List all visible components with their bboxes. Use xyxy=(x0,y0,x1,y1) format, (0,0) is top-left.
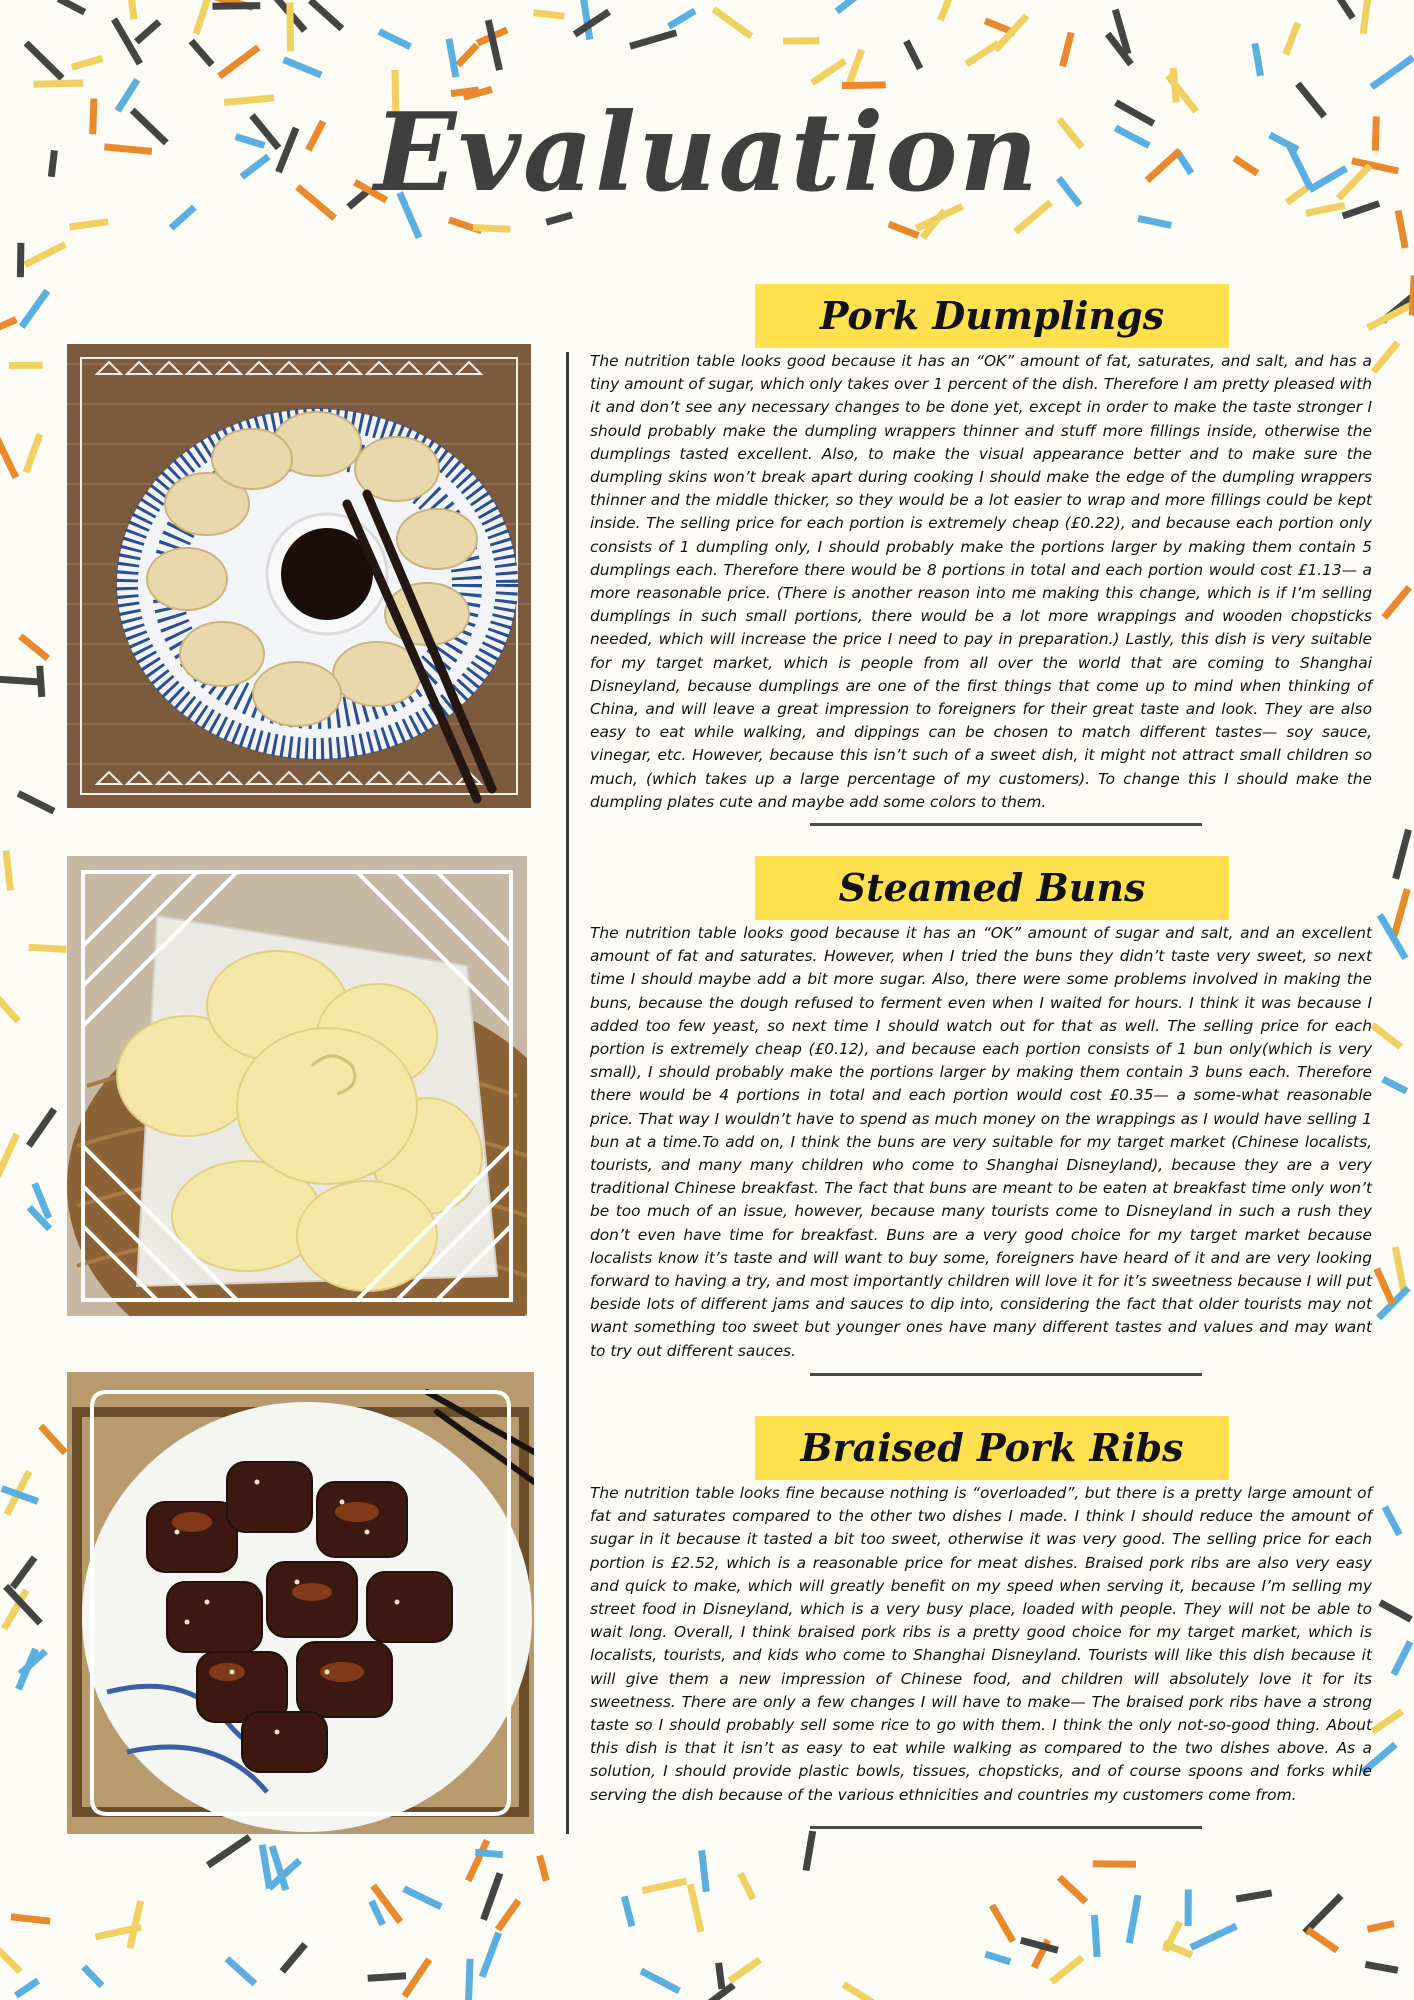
confetti-dash xyxy=(1286,23,1298,55)
confetti-dash xyxy=(546,215,572,222)
confetti-dash xyxy=(844,1984,878,2000)
confetti-dash xyxy=(16,1981,38,1996)
confetti-dash xyxy=(136,22,159,42)
confetti-dash xyxy=(284,60,322,75)
confetti-dash xyxy=(18,793,54,811)
pork-dumplings-heading: Pork Dumplings xyxy=(819,293,1165,338)
confetti-dash xyxy=(34,83,84,84)
confetti-dash xyxy=(26,43,62,78)
confetti-dash xyxy=(730,1960,760,1981)
confetti-dash xyxy=(995,16,1026,50)
confetti-dash xyxy=(1305,1896,1341,1933)
confetti-dash xyxy=(1063,33,1072,67)
confetti-dash xyxy=(473,228,510,230)
confetti-dash xyxy=(713,9,751,36)
confetti-dash xyxy=(1377,1269,1393,1304)
confetti-dash xyxy=(740,1874,753,1899)
confetti-dash xyxy=(484,1873,501,1919)
confetti-dash xyxy=(1052,1958,1083,1983)
confetti-dash xyxy=(540,1856,547,1881)
confetti-dash xyxy=(0,996,18,1021)
confetti-dash xyxy=(624,1896,632,1926)
confetti-dash xyxy=(1396,830,1409,879)
confetti-dash xyxy=(1373,1711,1403,1731)
confetti-dash xyxy=(812,61,845,83)
confetti-dash xyxy=(1383,1079,1407,1091)
confetti-dash xyxy=(1363,0,1368,34)
confetti-dash xyxy=(966,43,998,64)
confetti-dash xyxy=(1129,1895,1138,1943)
confetti-dash xyxy=(534,13,565,17)
confetti-dash xyxy=(405,1959,430,1996)
confetti-dash xyxy=(196,0,209,34)
confetti-dash xyxy=(84,1967,102,1986)
confetti-dash xyxy=(985,1954,1010,1962)
confetti-dash xyxy=(488,20,499,70)
confetti-dash xyxy=(1365,1964,1397,1970)
confetti-dash xyxy=(1373,1025,1401,1047)
confetti-dash xyxy=(219,47,258,76)
confetti-dash xyxy=(842,85,886,86)
confetti-dash xyxy=(1395,1247,1404,1294)
confetti-dash xyxy=(1255,43,1261,76)
confetti-dash xyxy=(70,222,109,227)
confetti-dash xyxy=(29,1109,54,1145)
confetti-dash xyxy=(719,1963,722,1989)
confetti-dash xyxy=(1384,587,1409,617)
pork-dumplings-banner xyxy=(755,284,1229,348)
confetti-dash xyxy=(208,1837,250,1865)
confetti-dash xyxy=(1380,1602,1411,1619)
confetti-dash xyxy=(889,224,919,236)
pork-dumplings-rule xyxy=(810,823,1202,826)
confetti-dash xyxy=(262,1845,269,1889)
confetti-dash xyxy=(129,0,134,19)
confetti-dash xyxy=(641,1971,679,1991)
confetti-dash xyxy=(1394,889,1407,936)
confetti-dash xyxy=(475,1852,503,1855)
confetti-dash xyxy=(0,679,38,682)
confetti-dash xyxy=(992,1905,1013,1941)
confetti-dash xyxy=(1191,1926,1236,1947)
confetti-dash xyxy=(837,0,861,11)
confetti-dash xyxy=(1372,58,1413,88)
confetti-dash xyxy=(1374,343,1398,372)
confetti-dash xyxy=(310,0,342,28)
confetti-dash xyxy=(59,0,85,12)
confetti-dash xyxy=(227,1959,255,1984)
confetti-dash xyxy=(458,45,477,65)
braised-pork-ribs-heading: Braised Pork Ribs xyxy=(800,1425,1184,1470)
confetti-dash xyxy=(702,1850,707,1891)
confetti-dash xyxy=(379,32,410,47)
confetti-dash xyxy=(630,33,676,47)
confetti-dash xyxy=(25,244,65,264)
confetti-dash xyxy=(26,434,40,472)
steamed-buns-banner xyxy=(755,856,1229,920)
braised-pork-ribs-banner xyxy=(755,1416,1229,1480)
confetti-dash xyxy=(40,666,42,697)
confetti-dash xyxy=(0,1942,20,1972)
pork-dumplings-text: The nutrition table looks good because it has an “OK” amount of fat, saturates, and salt, and has a tiny amount of sugar, which only takes over 1 percent of the dish. Therefore I am pretty pleased with it and don’t see any necessary changes to be done yet, except in order to make the taste stronger I should probably make the dumpling wrappers thinner and stuff more fillings inside, otherwise the dumplings tasted excellent. Also, to make the visual appearance better and to make sure the dumpling skins won’t break apart during cooking I should make the edge of the dumpling wrappers thinner and the middle thicker, so they would be a lot easier to wrap and more fillings could be kept inside. The selling price for each portion is extremely cheap (£0.22), and because each portion only consists of 1 dumpling only, I should probably make the portions larger by making them contain 5 dumplings each. Therefore there would be 8 portions in total and each portion would cost £1.13— a more reasonable price. (There is another reason into me making this change, which is if I’m selling dumplings in such small portions, there would be a lot more wrappings and wooden chopsticks needed, which will increase the price I need to pay in preparation.) Lastly, this dish is very suitable for my target market, which is people from all over the world that are coming to Shanghai Disneyland, because dumplings are one of the first things that come up to mind when thinking of China, and will leave a great impression to foreigners for their great taste and look. They are also easy to eat while walking, and dippings can be chosen to match different tastes— soy sauce, vinegar, etc. However, because this isn’t such of a sweet dish, it might not attract small children so much, (which takes up a large percentage of my customers). To change this I should make the dumpling plates cute and maybe add some colors to them. xyxy=(590,352,1372,811)
confetti-dash xyxy=(690,1884,701,1932)
confetti-dash xyxy=(1385,1507,1400,1535)
confetti-dash xyxy=(642,1881,686,1891)
steamed-buns-heading: Steamed Buns xyxy=(838,865,1146,910)
confetti-dash xyxy=(6,851,10,891)
confetti-dash xyxy=(583,0,590,40)
confetti-dash xyxy=(848,50,862,87)
confetti-dash xyxy=(1398,211,1405,249)
confetti-dash xyxy=(72,58,103,67)
confetti-dash xyxy=(11,1917,50,1921)
confetti-dash xyxy=(1094,1915,1097,1957)
confetti-dash xyxy=(20,243,21,277)
confetti-dash xyxy=(906,41,920,69)
confetti-dash xyxy=(449,39,456,77)
confetti-dash xyxy=(669,11,695,27)
confetti-dash xyxy=(1236,1893,1271,1899)
braised-pork-ribs-text: The nutrition table looks fine because nothing is “overloaded”, but there is a pretty large amount of fat and saturates compared to the other two dishes I made. I think I should reduce the amount of sugar in it because it tasted a bit too sweet, otherwise it was very good. The selling price for each portion is £2.52, which is a reasonable price for meat dishes. Braised pork ribs are also very easy and quick to make, which will greatly benefit on my speed when serving it, because I’m selling my street food in Disneyland, which is a very busy place, loaded with people. They will not be able to wait long. Overall, I think braised pork ribs is a pretty good choice for my target market, which is localists, tourists, and kids who come to Shanghai Disneyland. Tourists will like this dish because it will give them a new impression of Chinese food, and children will absolutely love it for its sweetness. There are only a few changes I will have to make— The braised pork ribs have a strong taste so I should probably sell some rice to go with them. I think the only not-so-good thing. About this dish is that it isn’t as easy to eat while walking as compared to the two dishes above. As a solution, I should provide plastic bowls, tissues, chopsticks, and of course spoons and forks while serving the dish because of the various ethnicities and countries my customers come from. xyxy=(590,1484,1372,1804)
confetti-dash xyxy=(404,1889,441,1907)
confetti-dash xyxy=(1334,0,1353,18)
confetti-dash xyxy=(282,1944,305,1971)
confetti-dash xyxy=(1021,1940,1058,1950)
confetti-dash xyxy=(1307,1930,1337,1951)
confetti-dash xyxy=(498,1901,519,1930)
confetti-dash xyxy=(22,291,48,327)
braised-pork-ribs-photo xyxy=(67,1372,534,1834)
confetti-dash xyxy=(372,1901,383,1925)
braised-pork-ribs-rule xyxy=(810,1826,1202,1829)
confetti-dash xyxy=(191,41,212,65)
pork-dumplings-photo xyxy=(67,344,531,808)
confetti-dash xyxy=(1368,304,1413,328)
confetti-dash xyxy=(41,1426,65,1453)
confetti-dash xyxy=(1367,1924,1394,1930)
confetti-dash xyxy=(13,1557,35,1587)
steamed-buns-text: The nutrition table looks good because it has an “OK” amount of sugar and salt, and an excellent amount of fat and saturates. However, when I tried the buns they didn’t taste very sweet, so next time I should maybe add a bit more sugar. Also, there were some problems involved in making the buns, because the dough refused to ferment even when I waited for hours. I think it was because I added too few yeast, so next time I should watch out for that as well. The selling price for each portion is extremely cheap (£0.12), and because each portion consists of 1 bun only(which is very small), I should probably make the portions larger by making them contain 3 buns each. Therefore there would be 4 portions in total and each portion would cost £0.35— a some-what reasonable price. That way I wouldn’t have to spend as much money on the wrappings as I would have selling 1 bun at a time.To add on, I think the buns are very suitable for my target market (Chinese localists, tourists, and many many children who come to Shanghai Disneyland), because they are a very traditional Chinese breakfast. The fact that buns are meant to be eaten at breakfast time only won’t be too much of an issue, however, because many tourists come to Disneyland in such a rush they don’t even have time for breakfast. Buns are a very good choice for my target market because localists know it’s taste and will want to buy some, foreigners have heard of it and are very looking forward to having a try, and most importantly children will love it for it’s sweetness because I will put beside lots of different jams and sauces to dip into, considering the fact that older tourists may not want something too sweet but younger ones have many different tastes and values and may want to try out different sauces. xyxy=(590,924,1372,1360)
confetti-dash xyxy=(290,3,291,52)
steamed-buns-photo xyxy=(67,856,527,1316)
confetti-dash xyxy=(1138,218,1171,225)
confetti-dash xyxy=(468,1959,470,2000)
confetti-dash xyxy=(940,0,952,20)
confetti-dash xyxy=(1059,1877,1086,1902)
confetti-dash xyxy=(806,1831,813,1871)
vertical-divider xyxy=(566,352,569,1834)
confetti-dash xyxy=(0,432,16,478)
confetti-dash xyxy=(1394,1642,1411,1675)
confetti-dash xyxy=(29,947,67,949)
confetti-dash xyxy=(0,1134,17,1176)
confetti-dash xyxy=(212,6,260,7)
page-title: Evaluation xyxy=(373,90,1041,216)
confetti-dash xyxy=(368,1976,406,1979)
confetti-dash xyxy=(468,1840,487,1881)
confetti-dash xyxy=(0,320,16,332)
confetti-dash xyxy=(20,636,48,658)
confetti-dash xyxy=(482,1933,499,1977)
steamed-buns-rule xyxy=(810,1373,1202,1376)
